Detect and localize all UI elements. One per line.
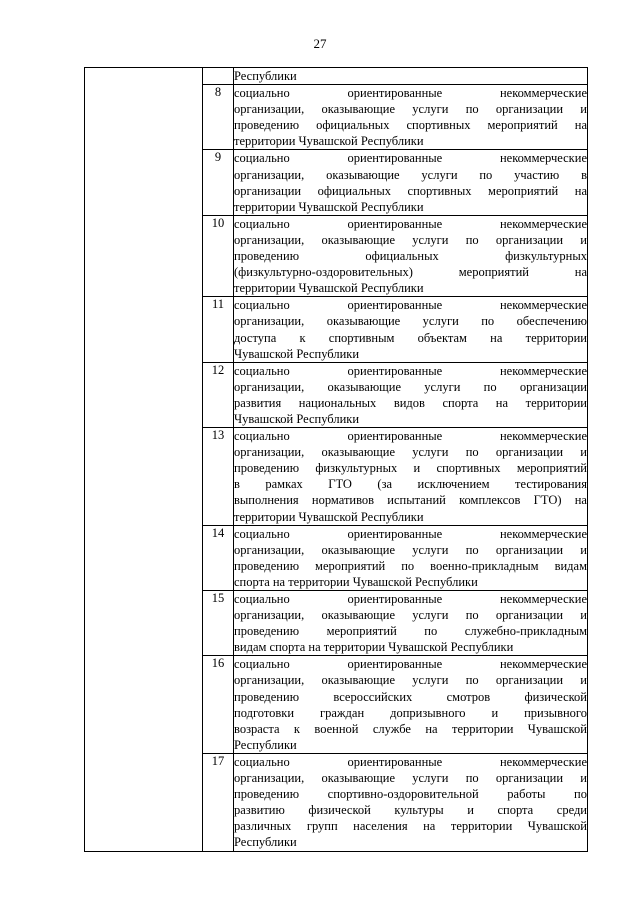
text-line: проведению мероприятий по служебно-прикладным: [234, 624, 587, 639]
text-line: организации, оказывающие услуги по обеспечению: [234, 314, 587, 329]
text-line: социально ориентированные некоммерческие: [234, 429, 587, 444]
text-line: социально ориентированные некоммерческие: [234, 592, 587, 606]
text-line: проведению всероссийских смотров физической: [234, 689, 587, 704]
table-body: [85, 68, 588, 852]
text-line: (физкультурно-оздоровительных) мероприятий на: [234, 265, 587, 280]
row-text: [234, 68, 588, 85]
row-number: 11: [203, 297, 234, 362]
row-text: [234, 85, 588, 150]
row-text: [234, 362, 588, 427]
text-line: социально ориентированные некоммерческие: [234, 151, 587, 166]
row-text: [234, 428, 588, 526]
services-table: [84, 67, 588, 852]
text-line: организации, оказывающие услуги по организации и: [234, 542, 587, 557]
text-line: территории Чувашской Республики: [234, 281, 424, 296]
text-line: в рамках ГТО (за исключением тестирования: [234, 477, 587, 492]
text-line: развития национальных видов спорта на территории: [234, 395, 587, 410]
text-line: подготовки граждан допризывного и призывного: [234, 705, 587, 720]
text-line: проведению физкультурных и спортивных мероприятий: [234, 461, 587, 476]
text-line: организации, оказывающие услуги по организации и: [234, 232, 587, 247]
text-line: социально ориентированные некоммерческие: [234, 298, 587, 313]
text-line: социально ориентированные некоммерческие: [234, 754, 587, 769]
text-line: проведению официальных спортивных мероприятий на: [234, 118, 587, 133]
text-line: видам спорта на территории Чувашской Республики: [234, 640, 514, 655]
text-line: спорта на территории Чувашской Республики: [234, 574, 478, 589]
text-line: различных групп населения на территории Чувашской: [234, 819, 587, 834]
text-line: социально ориентированные некоммерческие: [234, 216, 587, 231]
row-text: [234, 656, 588, 754]
text-line: Республики: [234, 737, 297, 752]
text-line: организации, оказывающие услуги по организации и: [234, 673, 587, 688]
text-line: проведению спортивно-оздоровительной работы по: [234, 787, 587, 802]
row-text: [234, 591, 588, 656]
text-line: Чувашской Республики: [234, 346, 360, 361]
text-line: проведению мероприятий по военно-прикладным видам: [234, 558, 587, 573]
text-line: Чувашской Республики: [234, 411, 360, 426]
text-line: доступа к спортивным объектам на территории: [234, 330, 587, 345]
text-line: организации, оказывающие услуги по организации и: [234, 102, 587, 117]
page-number: 27: [313, 36, 327, 51]
row-number: 8: [203, 85, 234, 150]
text-line: Республики: [234, 835, 297, 850]
text-line: организации, оказывающие услуги по организации и: [234, 608, 587, 623]
text-line: возраста к военной службе на территории Чувашской: [234, 721, 587, 736]
row-number: 13: [203, 428, 234, 526]
text-line: социально ориентированные некоммерческие: [234, 657, 587, 672]
text-line: организации, оказывающие услуги по организации и: [234, 445, 587, 460]
text-line: проведению официальных физкультурных: [234, 249, 587, 264]
text-line: выполнения нормативов испытаний комплексов ГТО) на: [234, 493, 587, 508]
row-text: [234, 525, 588, 590]
text-line: социально ориентированные некоммерческие: [234, 86, 587, 101]
row-number: 17: [203, 753, 234, 851]
empty-left-cell: [85, 68, 203, 852]
text-line: территории Чувашской Республики: [234, 199, 424, 214]
row-number: 10: [203, 215, 234, 296]
table-row: [85, 68, 588, 85]
row-number: 14: [203, 525, 234, 590]
row-number: 9: [203, 150, 234, 215]
text-line: организации, оказывающие услуги по участию в: [234, 167, 587, 182]
row-text: [234, 753, 588, 851]
text-line: организации, оказывающие услуги по организации: [234, 379, 587, 394]
text-line: территории Чувашской Республики: [234, 134, 424, 149]
text-line: развитию физической культуры и спорта среди: [234, 803, 587, 818]
row-number: 15: [203, 591, 234, 656]
text-line: социально ориентированные некоммерческие: [234, 363, 587, 378]
row-text: [234, 297, 588, 362]
row-number: [203, 68, 234, 85]
text-line: Республики: [234, 69, 297, 83]
row-number: 16: [203, 656, 234, 754]
text-line: организации официальных спортивных мероприятий на: [234, 183, 587, 198]
text-line: территории Чувашской Республики: [234, 509, 424, 524]
text-line: социально ориентированные некоммерческие: [234, 526, 587, 541]
row-text: [234, 150, 588, 215]
row-text: [234, 215, 588, 296]
text-line: организации, оказывающие услуги по организации и: [234, 771, 587, 786]
row-number: 12: [203, 362, 234, 427]
